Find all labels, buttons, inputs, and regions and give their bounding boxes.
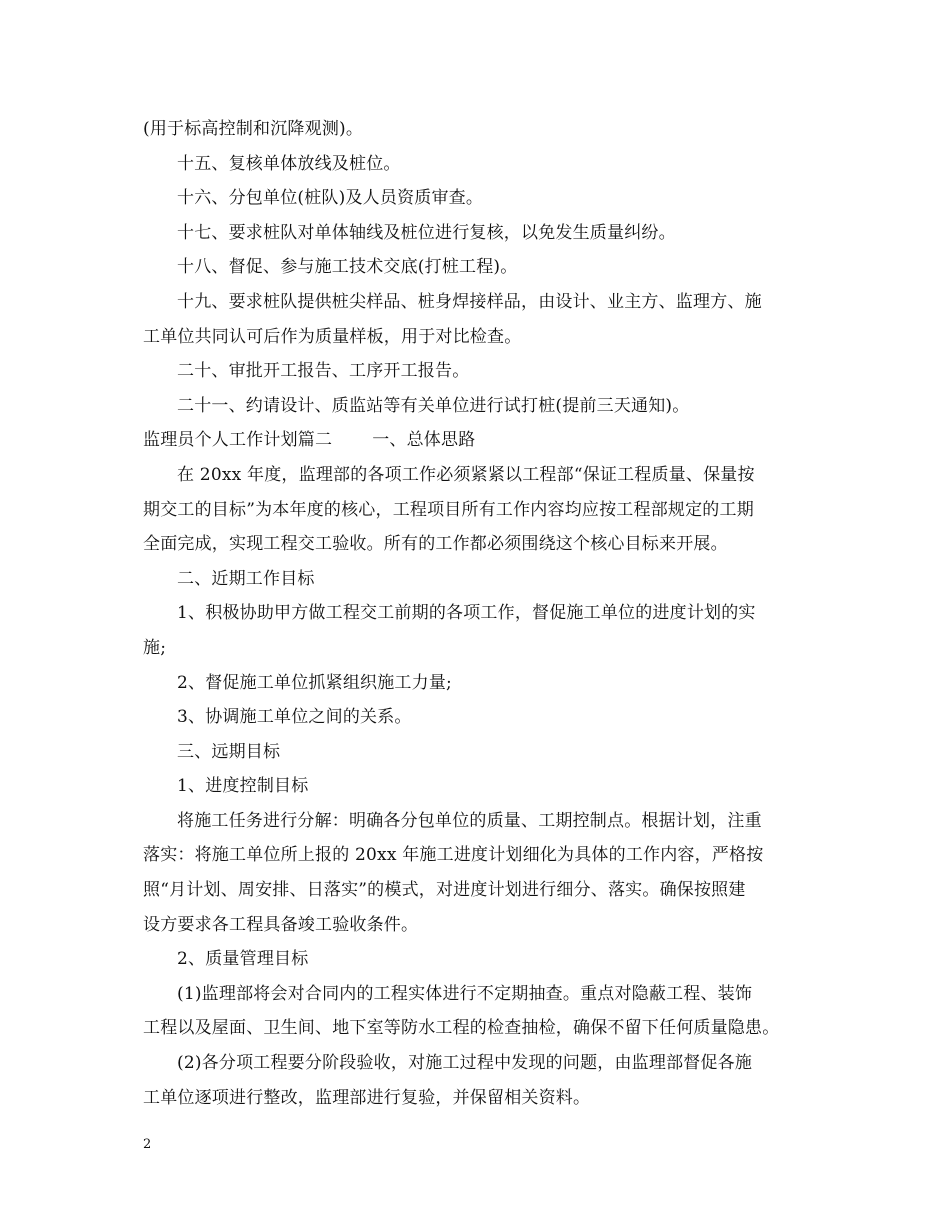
text-line: 十六、分包单位(桩队)及人员资质审查。 xyxy=(177,188,484,209)
text-line: 工程以及屋面、卫生间、地下室等防水工程的检查抽检，确保不留下任何质量隐患。 xyxy=(143,1018,780,1039)
text-line: 工单位共同认可后作为质量样板，用于对比检查。 xyxy=(143,326,522,347)
section-title: 监理员个人工作计划篇二 xyxy=(143,430,333,451)
document-body xyxy=(143,112,823,1115)
text-line: (1)监理部将会对合同内的工程实体进行不定期抽查。重点对隐蔽工程、装饰 xyxy=(177,983,753,1004)
text-line: 工单位逐项进行整改，监理部进行复验，并保留相关资料。 xyxy=(143,1087,591,1108)
section-subtitle: 一、总体思路 xyxy=(372,430,476,451)
text-line: 设方要求各工程具备竣工验收条件。 xyxy=(143,914,419,935)
text-line: 1、积极协助甲方做工程交工前期的各项工作，督促施工单位的进度计划的实 xyxy=(177,603,756,624)
text-line: 2、质量管理目标 xyxy=(177,949,309,970)
text-line: 在 20xx 年度，监理部的各项工作必须紧紧以工程部“保证工程质量、保量按 xyxy=(177,464,755,485)
text-line: 十九、要求桩队提供桩尖样品、桩身焊接样品，由设计、业主方、监理方、施 xyxy=(177,291,762,312)
text-line: 落实：将施工单位所上报的 20xx 年施工进度计划细化为具体的工作内容，严格按 xyxy=(143,845,764,866)
text-line: (用于标高控制和沉降观测)。 xyxy=(143,119,364,139)
text-line: (2)各分项工程要分阶段验收，对施工过程中发现的问题，由监理部督促各施 xyxy=(177,1053,753,1074)
text-line: 十七、要求桩队对单体轴线及桩位进行复核，以免发生质量纠纷。 xyxy=(177,222,676,243)
text-line: 二十一、约请设计、质监站等有关单位进行试打桩(提前三天通知)。 xyxy=(177,395,690,416)
text-line: 照“月计划、周安排、日落实”的模式，对进度计划进行细分、落实。确保按照建 xyxy=(143,880,746,901)
section-heading xyxy=(143,423,823,458)
text-line: 1、进度控制目标 xyxy=(177,776,309,797)
text-line: 三、远期目标 xyxy=(177,741,281,762)
text-line: 二十、审批开工报告、工序开工报告。 xyxy=(177,361,470,382)
text-line: 施; xyxy=(143,637,167,658)
paragraph-block-plan xyxy=(143,458,823,1115)
text-line: 3、协调施工单位之间的关系。 xyxy=(177,707,412,728)
text-line: 将施工任务进行分解：明确各分包单位的质量、工期控制点。根据计划，注重 xyxy=(177,810,762,831)
text-line: 二、近期工作目标 xyxy=(177,568,315,589)
text-line: 十八、督促、参与施工技术交底(打桩工程)。 xyxy=(177,257,518,278)
text-line: 期交工的目标”为本年度的核心，工程项目所有工作内容均应按工程部规定的工期 xyxy=(143,499,754,520)
paragraph-block-list-items xyxy=(143,112,823,423)
page-number: 2 xyxy=(143,1137,152,1152)
text-line: 十五、复核单体放线及桩位。 xyxy=(177,153,401,174)
text-line: 全面完成，实现工程交工验收。所有的工作都必须围绕这个核心目标来开展。 xyxy=(143,534,728,555)
text-line: 2、督促施工单位抓紧组织施工力量; xyxy=(177,672,452,693)
